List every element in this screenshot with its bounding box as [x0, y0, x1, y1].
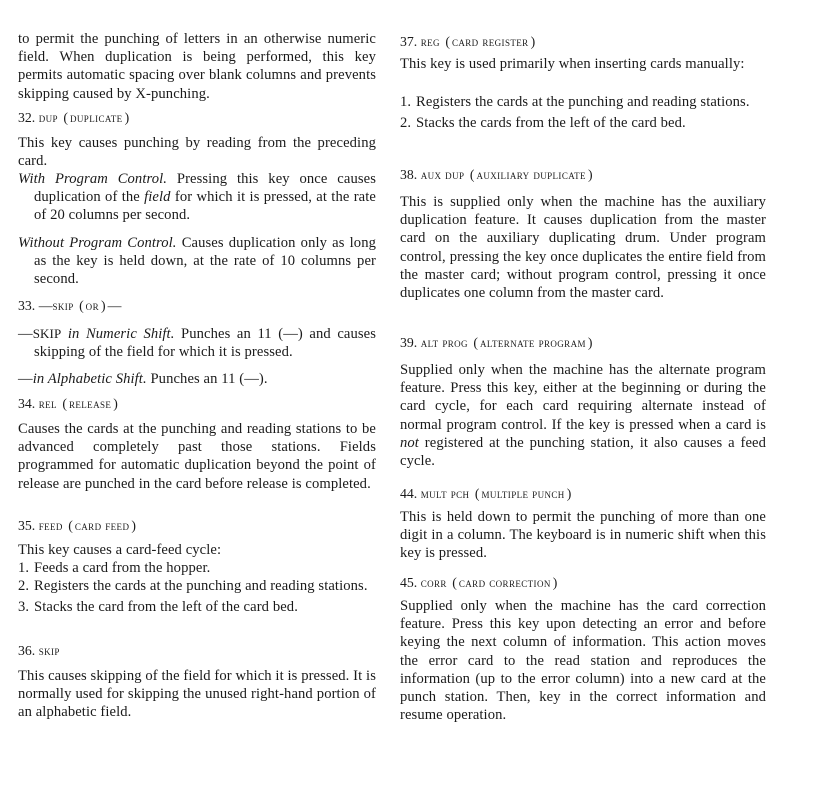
section-36-body: This causes skipping of the field for which it is pressed. It is normally used for skipping the unused right-hand portion of an alphabetic field. — [18, 668, 376, 721]
key-label: feed — [38, 518, 63, 533]
key-label: reg — [420, 34, 440, 49]
key-label: mult pch — [420, 486, 470, 501]
section-45-body: Supplied only when the machine has the card correction feature. Press this key upon detecting an error and before keying the next column of information. This action moves the error card to the read station and reproduces the information (up to the error column) into a new card at the punch station. Then, key in the correct information and resume operation. — [400, 598, 766, 724]
continuation-paragraph: to permit the punching of letters in an otherwise numeric field. When duplication is being performed, this key permits automatic spacing over blank columns and prevents skipping caused by X-punching. — [18, 31, 376, 102]
key-name: auxiliary duplicate — [476, 167, 586, 182]
list-item: 2. Registers the cards at the punching and reading stations. — [18, 578, 368, 595]
key-label: aux dup — [420, 167, 465, 182]
section-35-intro: This key causes a card-feed cycle: — [18, 542, 222, 558]
list-item: 3. Stacks the card from the left of the card bed. — [18, 599, 298, 616]
section-32-heading: 32. dup ( duplicate ) — [18, 110, 130, 125]
section-39-heading: 39. alt prog ( alternate program ) — [400, 335, 593, 350]
section-38-heading: 38. aux dup ( auxiliary duplicate ) — [400, 167, 593, 182]
key-label: alt prog — [420, 335, 468, 350]
section-32-body: This key causes punching by reading from the preceding card. — [18, 135, 376, 170]
section-34-body: Causes the cards at the punching and reading stations to be advanced completely past those stations. Fields programmed for automatic duplication beyond the point of release are punched in the card before release is completed. — [18, 421, 376, 492]
section-35-list — [18, 559, 376, 617]
section-39-body: Supplied only when the machine has the alternate program feature. Press this key, either at the beginning or during the card cycle, for each card requiring alternate instead of normal program control. If the key is pressed when a card is not registered at the punching station, it also causes a feed cycle. — [400, 362, 767, 470]
key-name: release — [68, 396, 112, 411]
key-name: multiple punch — [481, 486, 565, 501]
key-name: card register — [451, 34, 529, 49]
section-44-heading: 44. mult pch ( multiple punch ) — [400, 486, 572, 501]
key-label: skip — [38, 643, 60, 658]
key-label: skip — [52, 298, 74, 313]
key-name: card correction — [458, 575, 551, 590]
section-35-heading: 35. feed ( card feed ) — [18, 518, 136, 533]
section-45-heading: 45. corr ( card correction ) — [400, 575, 558, 590]
key-name: or — [85, 298, 99, 313]
section-33-heading: 33. —skip ( or ) — — [18, 298, 122, 313]
section-37-heading: 37. reg ( card register ) — [400, 34, 536, 49]
section-32-with-program-control: With Program Control. Pressing this key once causes duplication of the field for which it is pressed, at the rate of 20 columns per second. — [18, 171, 376, 224]
section-32-without-program-control: Without Program Control. Causes duplication only as long as the key is held down, at the rate of 10 columns per second. — [18, 235, 376, 288]
list-item: 1. Registers the cards at the punching and reading stations. — [400, 94, 750, 110]
key-label: dup — [38, 110, 58, 125]
key-label: corr — [420, 575, 447, 590]
section-44-body: This is held down to permit the punching of more than one digit in a column. The keyboard is in numeric shift when this key is pressed. — [400, 509, 766, 562]
section-36-heading: 36. skip — [18, 643, 60, 658]
section-33-numeric-shift: —SKIP in Numeric Shift. Punches an 11 (—) and causes skipping of the field for which it is pressed. — [18, 326, 377, 361]
section-37-intro: This key is used primarily when inserting cards manually: — [400, 56, 745, 72]
key-name: duplicate — [69, 110, 123, 125]
section-33-alphabetic-shift: —in Alphabetic Shift. Punches an 11 (—). — [18, 371, 268, 387]
key-name: card feed — [74, 518, 130, 533]
section-37-list — [400, 93, 766, 132]
list-item: 2. Stacks the cards from the left of the card bed. — [400, 115, 686, 132]
section-34-heading: 34. rel ( release ) — [18, 396, 118, 411]
key-label: rel — [38, 396, 57, 411]
section-38-body: This is supplied only when the machine has the auxiliary duplication feature. It causes duplication from the master card on the auxiliary duplicating drum. Under program control, pressing the key once duplicates the entire field from the master card; without program control, pressing it once duplicates one column from the master card. — [400, 194, 766, 302]
list-item: 1. Feeds a card from the hopper. — [18, 560, 211, 576]
key-name: alternate program — [480, 335, 586, 350]
